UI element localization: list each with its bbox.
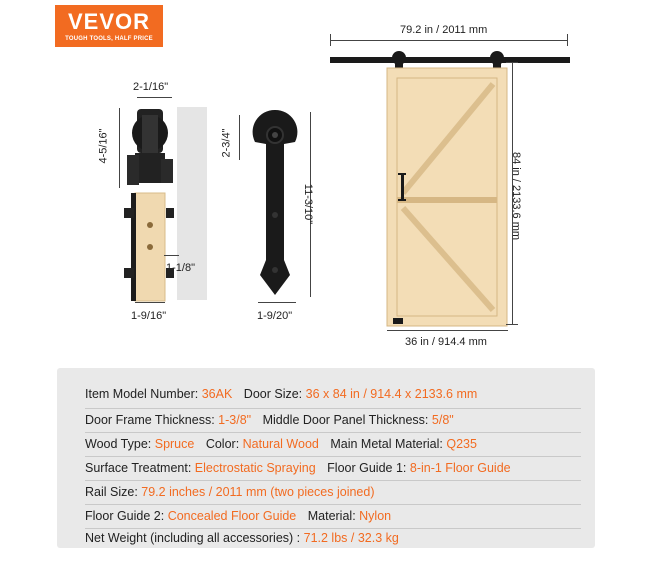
dim-line-rail [330, 40, 568, 41]
spec-row-wood-color-metal [85, 437, 477, 452]
spec-label: Material: [307, 509, 356, 523]
spec-divider [85, 456, 581, 457]
spec-value: 8-in-1 Floor Guide [409, 461, 511, 475]
spec-label: Main Metal Material: [330, 437, 443, 451]
spec-label: Surface Treatment: [85, 461, 192, 475]
spec-row-thickness [85, 413, 454, 428]
spec-label: Wood Type: [85, 437, 152, 451]
spec-value: Natural Wood [242, 437, 319, 451]
spec-divider [85, 480, 581, 481]
spec-label: Floor Guide 2: [85, 509, 165, 523]
dim-spacer-depth: 1-1/8" [166, 262, 195, 274]
spec-label: Net Weight (including all accessories) : [85, 531, 301, 545]
spec-value: 79.2 inches / 2011 mm (two pieces joined) [141, 485, 375, 499]
dim-line-strap-width [135, 302, 165, 303]
spec-row-net-weight [85, 531, 399, 546]
dim-rail-length: 79.2 in / 2011 mm [400, 24, 488, 36]
dim-roller-width: 2-1/16" [133, 81, 169, 93]
spec-value: 5/8" [431, 413, 454, 427]
spec-value: 36 x 84 in / 914.4 x 2133.6 mm [305, 387, 478, 401]
dim-strap-width: 1-9/16" [131, 310, 167, 322]
spec-label: Rail Size: [85, 485, 138, 499]
spec-label: Door Size: [243, 387, 303, 401]
spec-label: Floor Guide 1: [327, 461, 407, 475]
spec-value: 71.2 lbs / 32.3 kg [303, 531, 399, 545]
spec-divider [85, 408, 581, 409]
vevor-logo [55, 5, 163, 47]
hanger-front-illustration [250, 110, 300, 300]
dim-tick-door-top [506, 62, 518, 63]
dim-line-spacer [164, 255, 179, 256]
spec-value: Q235 [446, 437, 477, 451]
spec-value: Concealed Floor Guide [167, 509, 297, 523]
spec-divider [85, 504, 581, 505]
spec-row-surface-floor-guide [85, 461, 511, 476]
dim-tick-rail-left [330, 34, 331, 46]
barn-door-illustration [325, 48, 575, 333]
spec-value: Nylon [359, 509, 392, 523]
dim-line-door-width [387, 330, 508, 331]
spec-value: 36AK [201, 387, 233, 401]
spec-label: Middle Door Panel Thickness: [262, 413, 429, 427]
specifications-panel [57, 368, 595, 548]
dim-roller-height: 4-5/16" [97, 128, 110, 164]
dim-line-hanger-width [258, 302, 296, 303]
spec-row-floor-guide-2 [85, 509, 391, 524]
spec-label: Door Frame Thickness: [85, 413, 215, 427]
dim-hanger-length: 11-3/10" [302, 183, 315, 225]
dim-door-height: 84 in / 2133.6 mm [510, 151, 523, 241]
dim-line-roller-height [119, 108, 120, 188]
spec-value: Electrostatic Spraying [194, 461, 316, 475]
dim-line-hanger-top [239, 115, 240, 160]
spec-label: Color: [205, 437, 240, 451]
dim-hanger-width: 1-9/20" [257, 310, 293, 322]
dim-tick-door-bottom [506, 324, 518, 325]
spec-divider [85, 528, 581, 529]
dim-hanger-top: 2-3/4" [220, 128, 233, 158]
spec-row-model-door-size [85, 387, 477, 402]
dim-tick-rail-right [567, 34, 568, 46]
spec-row-rail-size [85, 485, 375, 500]
spec-value: 1-3/8" [218, 413, 252, 427]
brand-name: VEVOR [67, 9, 151, 34]
dim-door-width: 36 in / 914.4 mm [405, 336, 487, 348]
brand-tagline: TOUGH TOOLS, HALF PRICE [65, 36, 153, 42]
spec-divider [85, 432, 581, 433]
spec-value: Spruce [154, 437, 195, 451]
spec-label: Item Model Number: [85, 387, 199, 401]
roller-side-illustration [95, 95, 225, 315]
dim-line-roller-width [137, 97, 172, 98]
